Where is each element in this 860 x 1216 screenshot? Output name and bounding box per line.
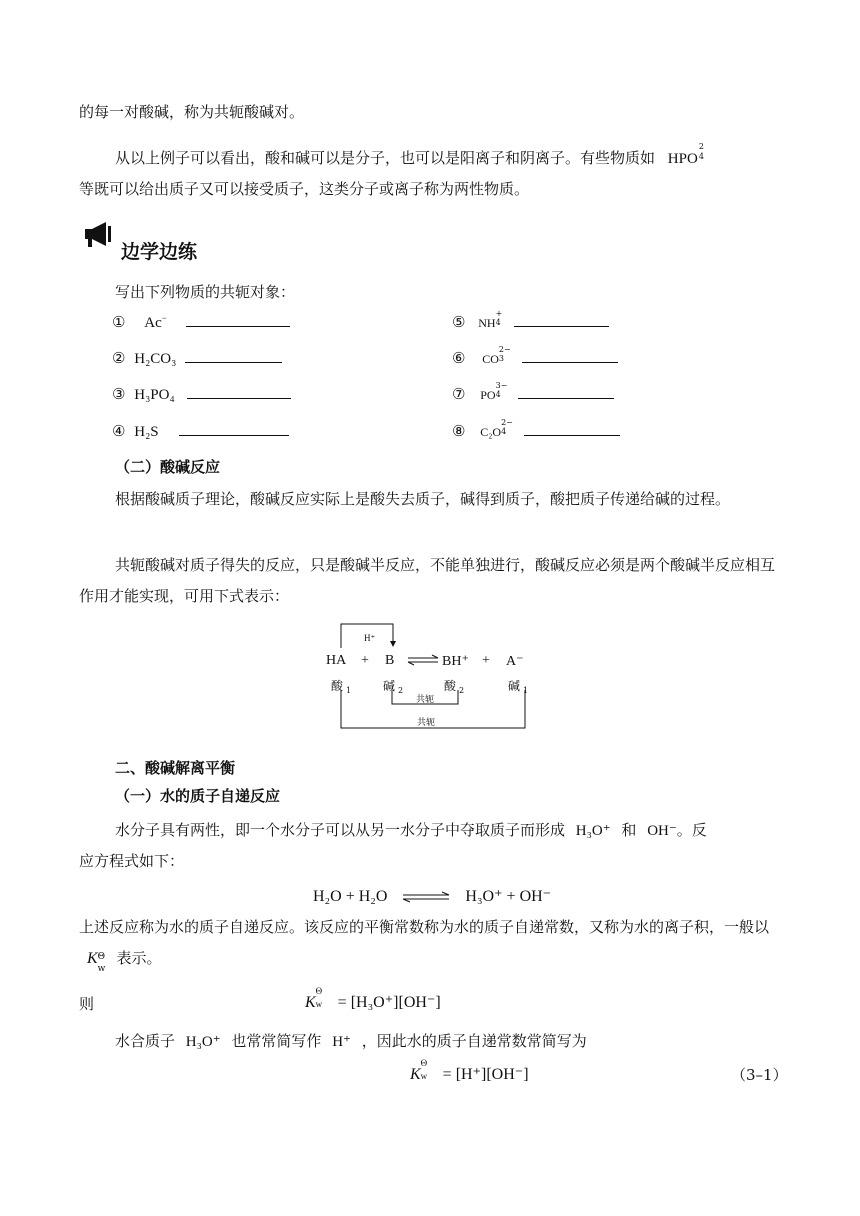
answer-blank[interactable] — [187, 384, 291, 399]
reaction-diagram — [320, 620, 540, 732]
exercise-item: ⑧ C₂O 2− 4 — [452, 421, 620, 440]
text-line: 则 — [79, 995, 95, 1013]
subsection-heading: （一）水的质子自递反应 — [115, 787, 281, 805]
text-line: 从以上例子可以看出，酸和碱可以是分子，也可以是阳离子和阴离子。有些物质如 HPO 2 4 — [115, 142, 704, 167]
plus-sign: + — [361, 653, 369, 668]
equation: K Θ w = [H₃O⁺][OH⁻] — [305, 986, 441, 1011]
base-1-label: 碱 $_1$ — [508, 679, 529, 696]
answer-blank[interactable] — [518, 384, 614, 399]
paragraph: 根据酸碱质子理论，酸碱反应实际上是酸失去质子，碱得到质子，酸把质子传递给碱的过程。 — [115, 490, 731, 508]
text-line: 应方程式如下： — [79, 852, 185, 870]
equilibrium-arrow-icon — [401, 891, 451, 903]
exercise-item: ① Ac− — [112, 312, 290, 332]
megaphone-icon — [82, 220, 118, 254]
equation: K Θ w = [H⁺][OH⁻] — [410, 1058, 529, 1083]
answer-blank[interactable] — [179, 421, 289, 436]
section-title: 边学边练 — [121, 241, 198, 263]
exercise-item: ③ H₃PO₄ — [112, 384, 291, 404]
answer-blank[interactable] — [185, 348, 282, 363]
conjugate-outer-label: 共轭 — [417, 718, 436, 728]
proton-label: H⁺ — [364, 633, 376, 643]
exercise-item: ④ H₂S — [112, 421, 289, 441]
base-2-label: 碱 $_2$ — [383, 679, 404, 696]
equation: H₂O + H₂O H₃O⁺ + OH⁻ — [313, 888, 552, 905]
equation-number: （3–1） — [731, 1066, 788, 1084]
exercise-item: ② H₂CO₃ — [112, 348, 282, 368]
paragraph: 上述反应称为水的质子自递反应。该反应的平衡常数称为水的质子自递常数，又称为水的离子积，一般以 K Θ w 表示。 — [79, 918, 770, 974]
answer-blank[interactable] — [522, 348, 618, 363]
conjugate-inner-label: 共轭 — [416, 695, 435, 705]
species-bh: BH⁺ — [442, 654, 469, 669]
exercise-item: ⑥ CO 2− 3 — [452, 348, 618, 367]
text-line: 的每一对酸碱，称为共轭酸碱对。 — [79, 103, 305, 121]
species-a: A⁻ — [506, 654, 524, 669]
exercise-item: ⑤ NH + 4 — [452, 312, 609, 331]
answer-blank[interactable] — [514, 312, 609, 327]
paragraph: 共轭酸碱对质子得失的反应，只是酸碱半反应，不能单独进行，酸碱反应必须是两个酸碱半反应相互作用才能实现，可用下式表示： — [79, 556, 776, 605]
text-line: 等既可以给出质子又可以接受质子，这类分子或离子称为两性物质。 — [79, 180, 530, 198]
exercise-item: ⑦ PO 3− 4 — [452, 384, 614, 403]
text-line: 水合质子 H₃O⁺ 也常常简写作 H⁺ ，因此水的质子自递常数常简写为 — [115, 1032, 587, 1050]
section-heading: （二）酸碱反应 — [115, 458, 221, 476]
instruction: 写出下列物质的共轭对象： — [115, 283, 296, 301]
answer-blank[interactable] — [524, 421, 620, 436]
text-line: 水分子具有两性，即一个水分子可以从另一水分子中夺取质子而形成 H₃O⁺ 和 OH⁻。反 — [115, 821, 707, 839]
acid-1-label: 酸 $_1$ — [331, 679, 352, 696]
acid-2-label: 酸 $_2$ — [444, 679, 465, 696]
species-ha: HA — [326, 653, 347, 668]
section-heading: 二、酸碱解离平衡 — [115, 759, 236, 777]
plus-sign: + — [482, 653, 490, 668]
species-b: B — [385, 653, 395, 668]
answer-blank[interactable] — [186, 312, 290, 327]
